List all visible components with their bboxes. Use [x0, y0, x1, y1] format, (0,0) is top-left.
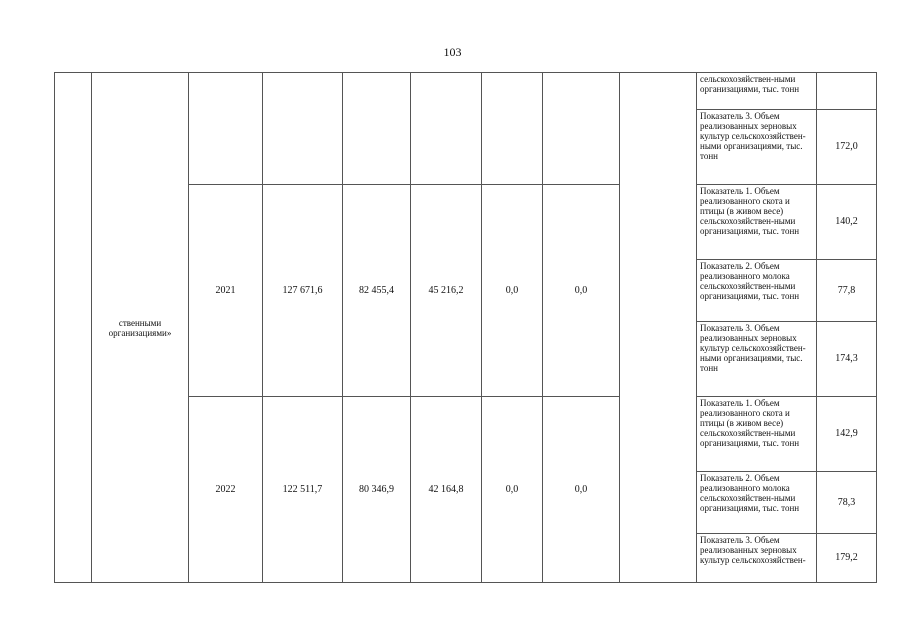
indicator-text: Показатель 1. Объем реализованного скота и птицы (в живом весе) сельскохозяйствен-ными организациями, тыс. тонн: [697, 185, 817, 260]
amount-cell: 42 164,8: [411, 397, 482, 583]
amount-cell: 0,0: [482, 397, 543, 583]
amount-cell: [543, 73, 620, 185]
year-cell: 2021: [189, 185, 263, 397]
indicator-value: 142,9: [817, 397, 877, 472]
indicator-text: Показатель 2. Объем реализованного молока сельскохозяйствен-ными организациями, тыс. тонн: [697, 260, 817, 322]
year-cell: [189, 73, 263, 185]
number-cell: [55, 73, 92, 583]
indicator-text: сельскохозяйствен-ными организациями, тыс. тонн: [697, 73, 817, 110]
amount-cell: [343, 73, 411, 185]
indicator-text: Показатель 3. Объем реализованных зерновых культур сельскохозяйствен-: [697, 534, 817, 583]
amount-cell: 0,0: [482, 185, 543, 397]
amount-cell: 82 455,4: [343, 185, 411, 397]
indicator-value: 179,2: [817, 534, 877, 583]
program-name-cell: ственными организациями»: [92, 73, 189, 583]
indicator-text: Показатель 3. Объем реализованных зерновых культур сельскохозяйствен-ными организациями, тыс. тонн: [697, 110, 817, 185]
indicator-value: 174,3: [817, 322, 877, 397]
amount-cell: [411, 73, 482, 185]
indicator-text: Показатель 3. Объем реализованных зерновых культур сельскохозяйствен-ными организациями, тыс. тонн: [697, 322, 817, 397]
total-cell: [263, 73, 343, 185]
responsible-cell: [620, 73, 697, 583]
amount-cell: 45 216,2: [411, 185, 482, 397]
budget-table: [54, 72, 877, 583]
amount-cell: 0,0: [543, 397, 620, 583]
indicator-value: 78,3: [817, 472, 877, 534]
total-cell: 127 671,6: [263, 185, 343, 397]
indicator-value: 140,2: [817, 185, 877, 260]
amount-cell: [482, 73, 543, 185]
page-number: 103: [443, 45, 462, 59]
amount-cell: 80 346,9: [343, 397, 411, 583]
indicator-value: 77,8: [817, 260, 877, 322]
indicator-value: 172,0: [817, 110, 877, 185]
indicator-value: [817, 73, 877, 110]
amount-cell: 0,0: [543, 185, 620, 397]
indicator-text: Показатель 2. Объем реализованного молока сельскохозяйствен-ными организациями, тыс. тонн: [697, 472, 817, 534]
indicator-text: Показатель 1. Объем реализованного скота и птицы (в живом весе) сельскохозяйствен-ными организациями, тыс. тонн: [697, 397, 817, 472]
table-row: [55, 73, 877, 110]
total-cell: 122 511,7: [263, 397, 343, 583]
year-cell: 2022: [189, 397, 263, 583]
